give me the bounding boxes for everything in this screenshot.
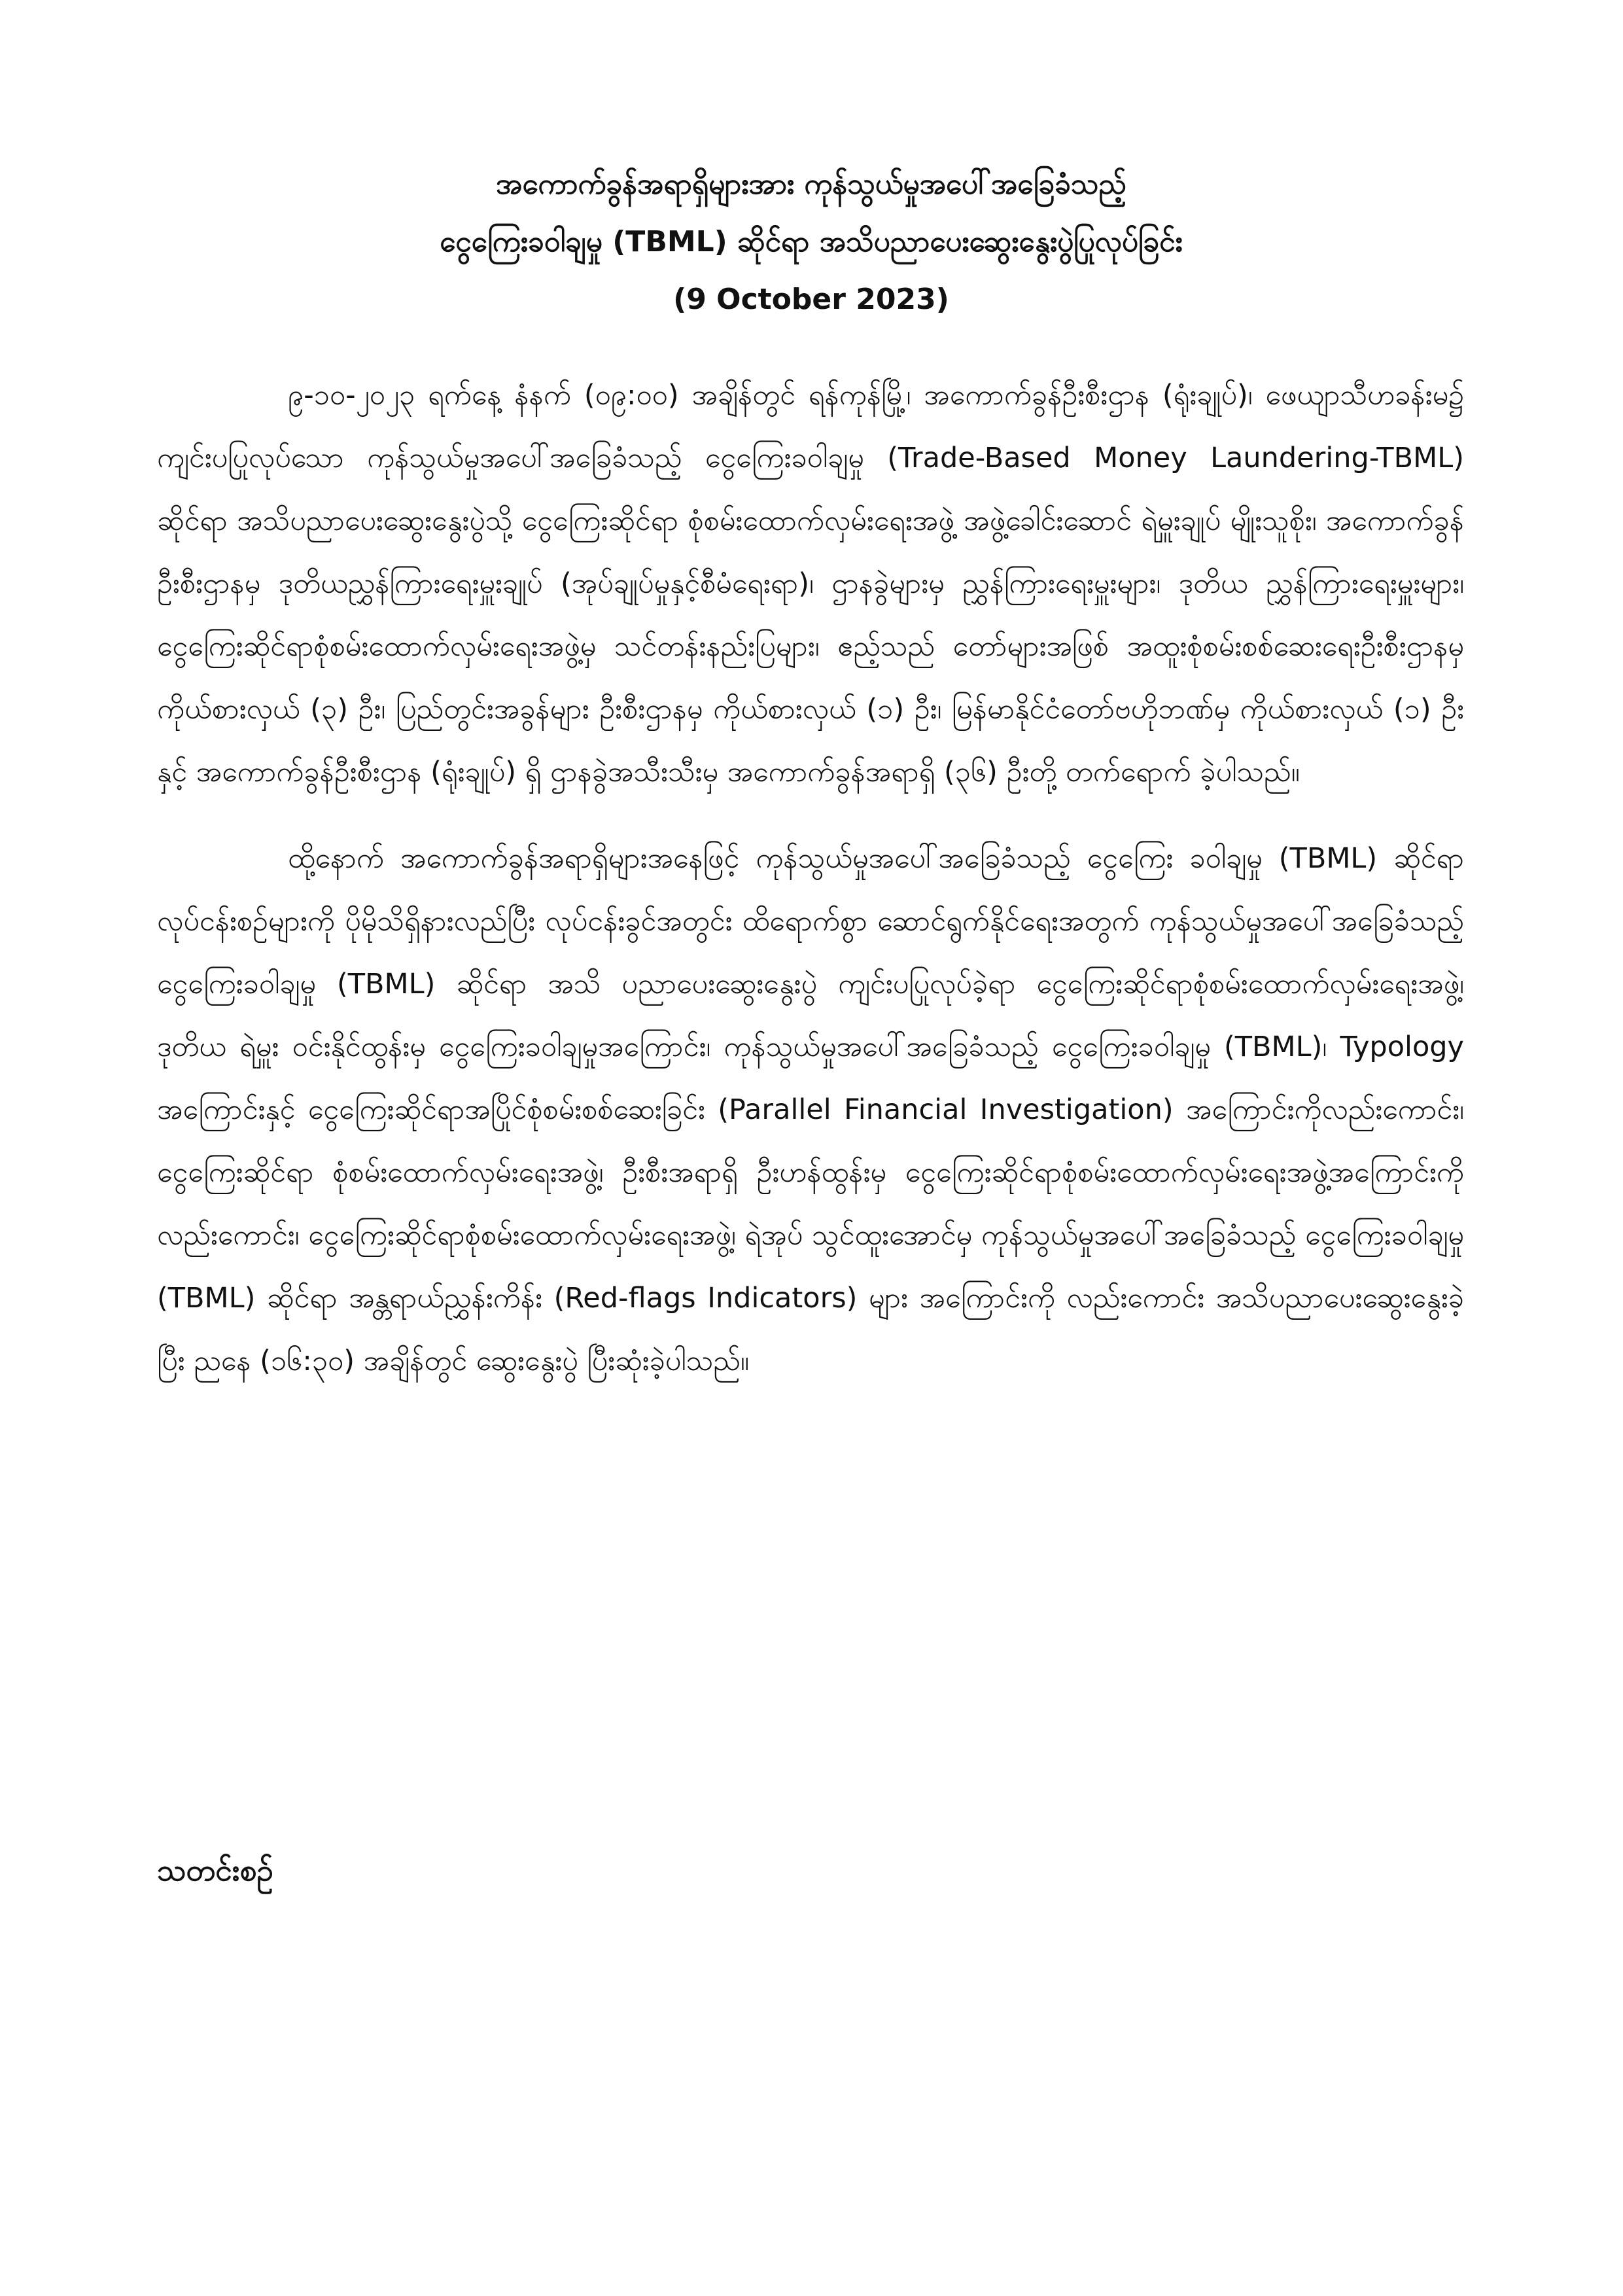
document-title-line-1: အကောက်ခွန်အရာရှိများအား ကုန်သွယ်မှုအပေါ်အခြေခံသည့် (496, 168, 1126, 201)
document-title-line-2: ငွေကြေးခဝါချမှု (TBML) ဆိုင်ရာ အသိပညာပေးဆွေးနွေးပွဲပြုလုပ်ခြင်း (440, 225, 1183, 258)
document-date: (9 October 2023) (673, 283, 949, 316)
title-block (157, 156, 1465, 328)
paragraph-1: ၉-၁၀-၂၀၂၃ ရက်နေ့ နံနက် (၀၉:၀၀) အချိန်တွင် ရန်ကုန်မြို့၊ အကောက်ခွန်ဦးစီးဌာန (ရုံးချုပ်)၊ ဖေယျာသီဟခန်းမ၌ ကျင်းပပြုလုပ်သော ကုန်သွယ်မှုအပေါ်အခြေခံသည့် ငွေကြေးခဝါချမှု (Trade-Based Money Laundering-TBML) ဆိုင်ရာ အသိပညာပေးဆွေးနွေးပွဲသို့ ငွေကြေးဆိုင်ရာ စုံစမ်းထောက်လှမ်းရေးအဖွဲ့ အဖွဲ့ခေါင်းဆောင် ရဲမှူးချုပ် မျိုးသူစိုး၊ အကောက်ခွန်ဦးစီးဌာနမှ ဒုတိယညွှန်ကြားရေးမှူးချုပ် (အုပ်ချုပ်မှုနှင့်စီမံရေးရာ)၊ ဌာနခွဲများမှ ညွှန်ကြားရေးမှူးများ၊ ဒုတိယ ညွှန်ကြားရေးမှူးများ၊ ငွေကြေးဆိုင်ရာစုံစမ်းထောက်လှမ်းရေးအဖွဲ့မှ သင်တန်းနည်းပြများ၊ ဧည့်သည် တော်များအဖြစ် အထူးစုံစမ်းစစ်ဆေးရေးဦးစီးဌာနမှ ကိုယ်စားလှယ် (၃) ဦး၊ ပြည်တွင်းအခွန်များ ဦးစီးဌာနမှ ကိုယ်စားလှယ် (၁) ဦး၊ မြန်မာနိုင်ငံတော်ဗဟိုဘဏ်မှ ကိုယ်စားလှယ် (၁) ဦးနှင့် အကောက်ခွန်ဦးစီးဌာန (ရုံးချုပ်) ရှိ ဌာနခွဲအသီးသီးမှ အကောက်ခွန်အရာရှိ (၃၆) ဦးတို့ တက်ရောက် ခဲ့ပါသည်။ (157, 379, 1464, 788)
document-body (157, 364, 1464, 1416)
paragraph-2: ထို့နောက် အကောက်ခွန်အရာရှိများအနေဖြင့် ကုန်သွယ်မှုအပေါ်အခြေခံသည့် ငွေကြေး ခဝါချမှု (TBML) ဆိုင်ရာ လုပ်ငန်းစဉ်များကို ပိုမိုသိရှိနားလည်ပြီး လုပ်ငန်းခွင်အတွင်း ထိရောက်စွာ ဆောင်ရွက်နိုင်ရေးအတွက် ကုန်သွယ်မှုအပေါ်အခြေခံသည့်ငွေကြေးခဝါချမှု (TBML) ဆိုင်ရာ အသိ ပညာပေးဆွေးနွေးပွဲ ကျင်းပပြုလုပ်ခဲ့ရာ ငွေကြေးဆိုင်ရာစုံစမ်းထောက်လှမ်းရေးအဖွဲ့၊ ဒုတိယ ရဲမှူး ဝင်းနိုင်ထွန်းမှ ငွေကြေးခဝါချမှုအကြောင်း၊ ကုန်သွယ်မှုအပေါ်အခြေခံသည့် ငွေကြေးခဝါချမှု (TBML)၊ Typology အကြောင်းနှင့် ငွေကြေးဆိုင်ရာအပြိုင်စုံစမ်းစစ်ဆေးခြင်း (Parallel Financial Investigation) အကြောင်းကိုလည်းကောင်း၊ ငွေကြေးဆိုင်ရာ စုံစမ်းထောက်လှမ်းရေးအဖွဲ့၊ ဦးစီးအရာရှိ ဦးဟန်ထွန်းမှ ငွေကြေးဆိုင်ရာစုံစမ်းထောက်လှမ်းရေးအဖွဲ့အကြောင်းကိုလည်းကောင်း၊ ငွေကြေးဆိုင်ရာစုံစမ်းထောက်လှမ်းရေးအဖွဲ့၊ ရဲအုပ် သွင်ထူးအောင်မှ ကုန်သွယ်မှုအပေါ်အခြေခံသည့် ငွေကြေးခဝါချမှု (TBML) ဆိုင်ရာ အန္တရာယ်ညွှန်းကိန်း (Red-flags Indicators) များ အကြောင်းကို လည်းကောင်း အသိပညာပေးဆွေးနွေးခဲ့ပြီး ညနေ (၁၆:၃၀) အချိန်တွင် ဆွေးနွေးပွဲ ပြီးဆုံးခဲ့ပါသည်။ (157, 842, 1464, 1377)
news-signoff: သတင်းစဉ် (157, 1852, 273, 1888)
